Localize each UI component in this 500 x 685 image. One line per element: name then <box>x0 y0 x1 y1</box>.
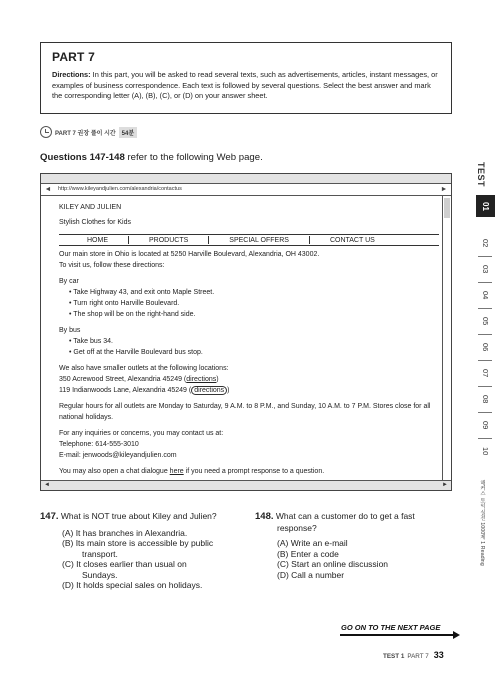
bus-directions <box>69 336 439 358</box>
tab-04[interactable]: 04 <box>481 290 490 300</box>
directions-link-2[interactable]: directions <box>191 386 227 395</box>
recommended-time: PART 7 권장 풀이 시간 54분 <box>40 125 137 139</box>
directions-link-1[interactable]: directions <box>186 376 217 383</box>
email: E-mail: jenwoods@kileyandjulien.com <box>59 452 177 459</box>
part-7-instructions <box>40 42 452 114</box>
option-147-c[interactable]: (C) It closes earlier than usual on <box>62 559 187 569</box>
question-147: 147. What is NOT true about Kiley and Julien? (A) It has branches in Alexandria. (B) Its main store is accessible by public transport. (C) It closes earlier than usual on Sundays. (D) It holds special sales on holidays. <box>40 511 250 591</box>
option-148-b[interactable]: (B) Enter a code <box>277 548 339 559</box>
menu-divider <box>128 236 129 244</box>
tab-divider <box>478 282 492 283</box>
part-title: PART 7 <box>52 50 95 64</box>
url-text: http://www.kileyandjulien.com/alexandria/contactus <box>58 186 182 192</box>
question-148: 148. What can a customer do to get a fast response? (A) Write an e-mail (B) Enter a code (C) Start an online discussion (D) Call a number <box>255 511 460 580</box>
list-item: • Get off at the Harville Boulevard bus stop. <box>69 347 439 358</box>
tab-divider <box>478 308 492 309</box>
outlets-intro: We also have smaller outlets at the following locations: <box>59 365 229 372</box>
option-148-a[interactable]: (A) Write an e-mail <box>277 538 348 548</box>
horizontal-scrollbar[interactable] <box>41 480 451 490</box>
tab-divider <box>478 334 492 335</box>
tab-03[interactable]: 03 <box>481 264 490 274</box>
scrollbar-thumb[interactable] <box>444 198 450 218</box>
clock-icon <box>40 126 52 138</box>
directions-text: Directions: In this part, you will be asked to read several texts, such as advertisements, articles, instant messages, or examples of business correspondence. Each text is followed by several questions. Select the best answer and mark the corresponding letter (A), (B), (C), or (D) on your answer sheet. <box>52 70 438 100</box>
option-147-d[interactable]: (D) It holds special sales on holidays. <box>62 580 203 590</box>
list-item: • Turn right onto Harville Boulevard. <box>69 298 439 309</box>
menu-divider <box>309 236 310 244</box>
tab-01[interactable]: 01 <box>476 195 495 217</box>
option-147-a[interactable]: (A) It has branches in Alexandria. <box>62 527 188 538</box>
tab-06[interactable]: 06 <box>481 342 490 352</box>
outlet-1: 350 Acrewood Street, Alexandria 45249 (directions) <box>59 376 219 383</box>
next-page-label: GO ON TO THE NEXT PAGE <box>341 623 441 632</box>
tab-08[interactable]: 08 <box>481 394 490 404</box>
menu-products[interactable]: PRODUCTS <box>149 236 189 244</box>
tab-divider <box>478 412 492 413</box>
menu-contact-us[interactable]: CONTACT US <box>329 236 375 244</box>
vertical-scrollbar[interactable] <box>442 196 451 482</box>
site-menu <box>59 234 439 246</box>
tab-02[interactable]: 02 <box>481 238 490 248</box>
list-item: • Take Highway 43, and exit onto Maple Street. <box>69 287 439 298</box>
back-arrow-icon[interactable]: ◄ <box>44 186 52 193</box>
book-title: 해커스 토익 실전 1000제 1 Reading <box>479 480 485 566</box>
menu-special-offers[interactable]: SPECIAL OFFERS <box>229 236 289 244</box>
site-name: KILEY AND JULIEN <box>59 204 122 211</box>
web-page-frame <box>40 173 452 491</box>
scroll-left-icon[interactable]: ◄ <box>44 482 50 488</box>
tab-07[interactable]: 07 <box>481 368 490 378</box>
contact-intro: For any inquiries or concerns, you may contact us at: <box>59 430 224 437</box>
directions-intro: To visit us, follow these directions: <box>59 262 165 269</box>
tab-09[interactable]: 09 <box>481 420 490 430</box>
store-hours: Regular hours for all outlets are Monday to Saturday, 9 A.M. to 8 P.M., and Sunday, 10 A.M. to 7 P.M. Stores close for all national holidays. <box>59 403 431 421</box>
forward-arrow-icon[interactable]: ► <box>440 186 448 193</box>
questions-reference: Questions 147-148 refer to the following Web page. <box>40 152 263 163</box>
by-car-heading: By car <box>59 278 79 285</box>
tab-divider <box>478 360 492 361</box>
page-footer: TEST 1 PART 7 33 <box>383 650 444 660</box>
browser-title-bar <box>41 174 451 184</box>
telephone: Telephone: 614-555-3010 <box>59 441 139 448</box>
option-147-c-cont: Sundays. <box>82 569 118 580</box>
chat-text: You may also open a chat dialogue here if you need a prompt response to a question. <box>59 468 325 475</box>
next-page-arrow-icon <box>340 634 454 636</box>
outlet-2: 119 Indianwoods Lane, Alexandria 45249 ( directions ) <box>59 387 230 394</box>
tab-05[interactable]: 05 <box>481 316 490 326</box>
chat-link[interactable]: here <box>169 468 184 475</box>
web-content <box>59 202 439 477</box>
tagline: Stylish Clothes for Kids <box>59 219 131 226</box>
car-directions <box>69 287 439 320</box>
tab-divider <box>478 256 492 257</box>
option-148-d[interactable]: (D) Call a number <box>277 569 345 580</box>
main-store-text: Our main store in Ohio is located at 5250 Harville Boulevard, Alexandria, OH 43002. <box>59 251 320 258</box>
test-label: TEST <box>476 162 486 188</box>
scroll-right-icon[interactable]: ► <box>442 482 448 488</box>
menu-divider <box>208 236 209 244</box>
option-148-c[interactable]: (C) Start an online discussion <box>277 559 389 569</box>
list-item: • The shop will be on the right-hand side. <box>69 309 439 320</box>
list-item: • Take bus 34. <box>69 336 439 347</box>
tab-divider <box>478 438 492 439</box>
address-bar[interactable] <box>41 184 451 196</box>
page-number: 33 <box>433 650 444 660</box>
option-147-b[interactable]: (B) Its main store is accessible by public <box>62 538 214 548</box>
option-147-b-cont: transport. <box>82 548 118 559</box>
tab-10[interactable]: 10 <box>481 446 490 456</box>
by-bus-heading: By bus <box>59 327 81 334</box>
tab-divider <box>478 386 492 387</box>
menu-home[interactable]: HOME <box>87 236 108 244</box>
